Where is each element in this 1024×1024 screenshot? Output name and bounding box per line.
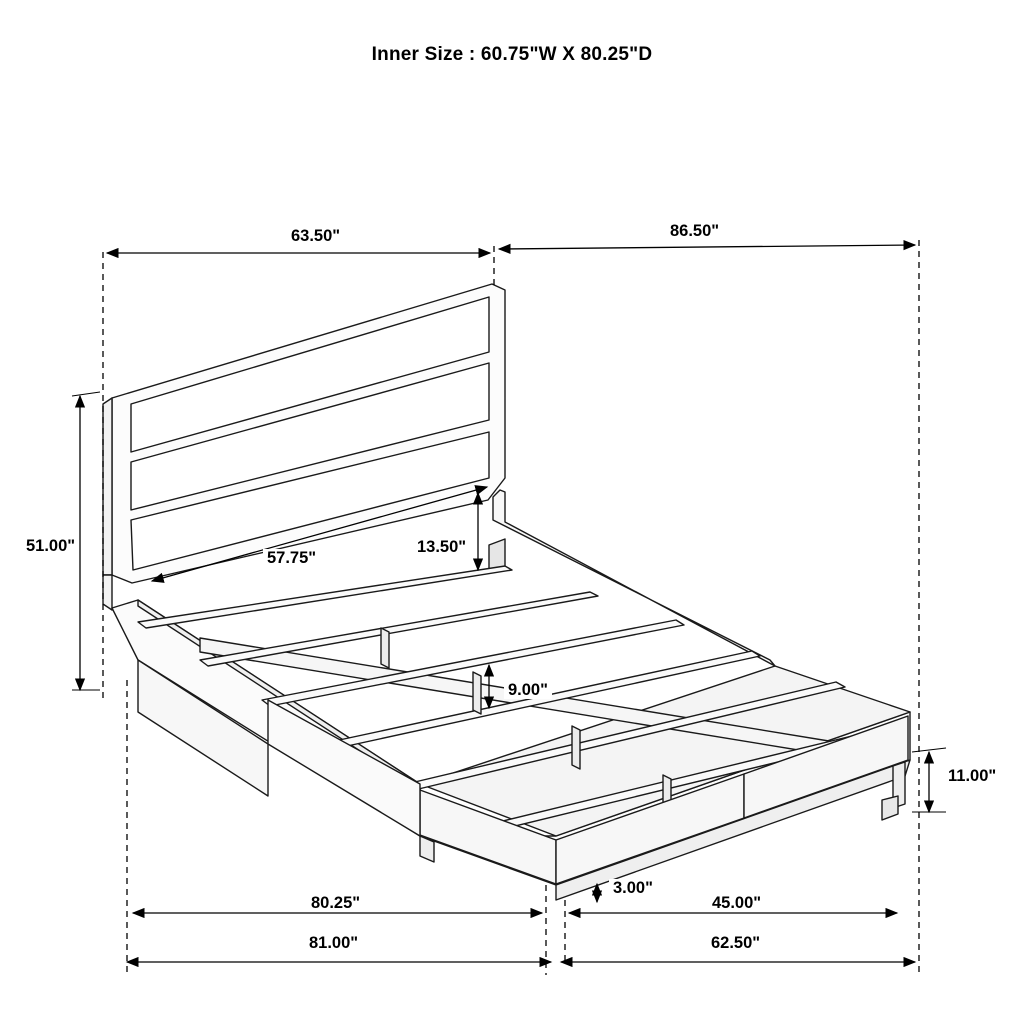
dim-label-bottom-depth: 80.25" <box>307 894 364 912</box>
dim-label-slat-height: 9.00" <box>504 681 552 699</box>
dim-top-right-line <box>499 245 915 249</box>
dim-label-headboard-width: 57.75" <box>263 549 320 567</box>
page-title: Inner Size : 60.75"W X 80.25"D <box>371 44 653 65</box>
dim-label-top-left: 63.50" <box>287 227 344 245</box>
dim-label-left-height: 51.00" <box>22 537 79 555</box>
dim-label-headboard-rise: 13.50" <box>413 538 470 556</box>
dim-label-rail-height: 11.00" <box>944 767 1000 785</box>
dim-label-overall-width: 62.50" <box>707 934 764 952</box>
dim-label-foot-clearance: 3.00" <box>609 879 657 897</box>
dim-label-top-right: 86.50" <box>666 222 723 240</box>
dim-label-overall-depth: 81.00" <box>305 934 362 952</box>
extension-lines <box>103 240 919 975</box>
dim-label-bottom-right-width: 45.00" <box>708 894 765 912</box>
